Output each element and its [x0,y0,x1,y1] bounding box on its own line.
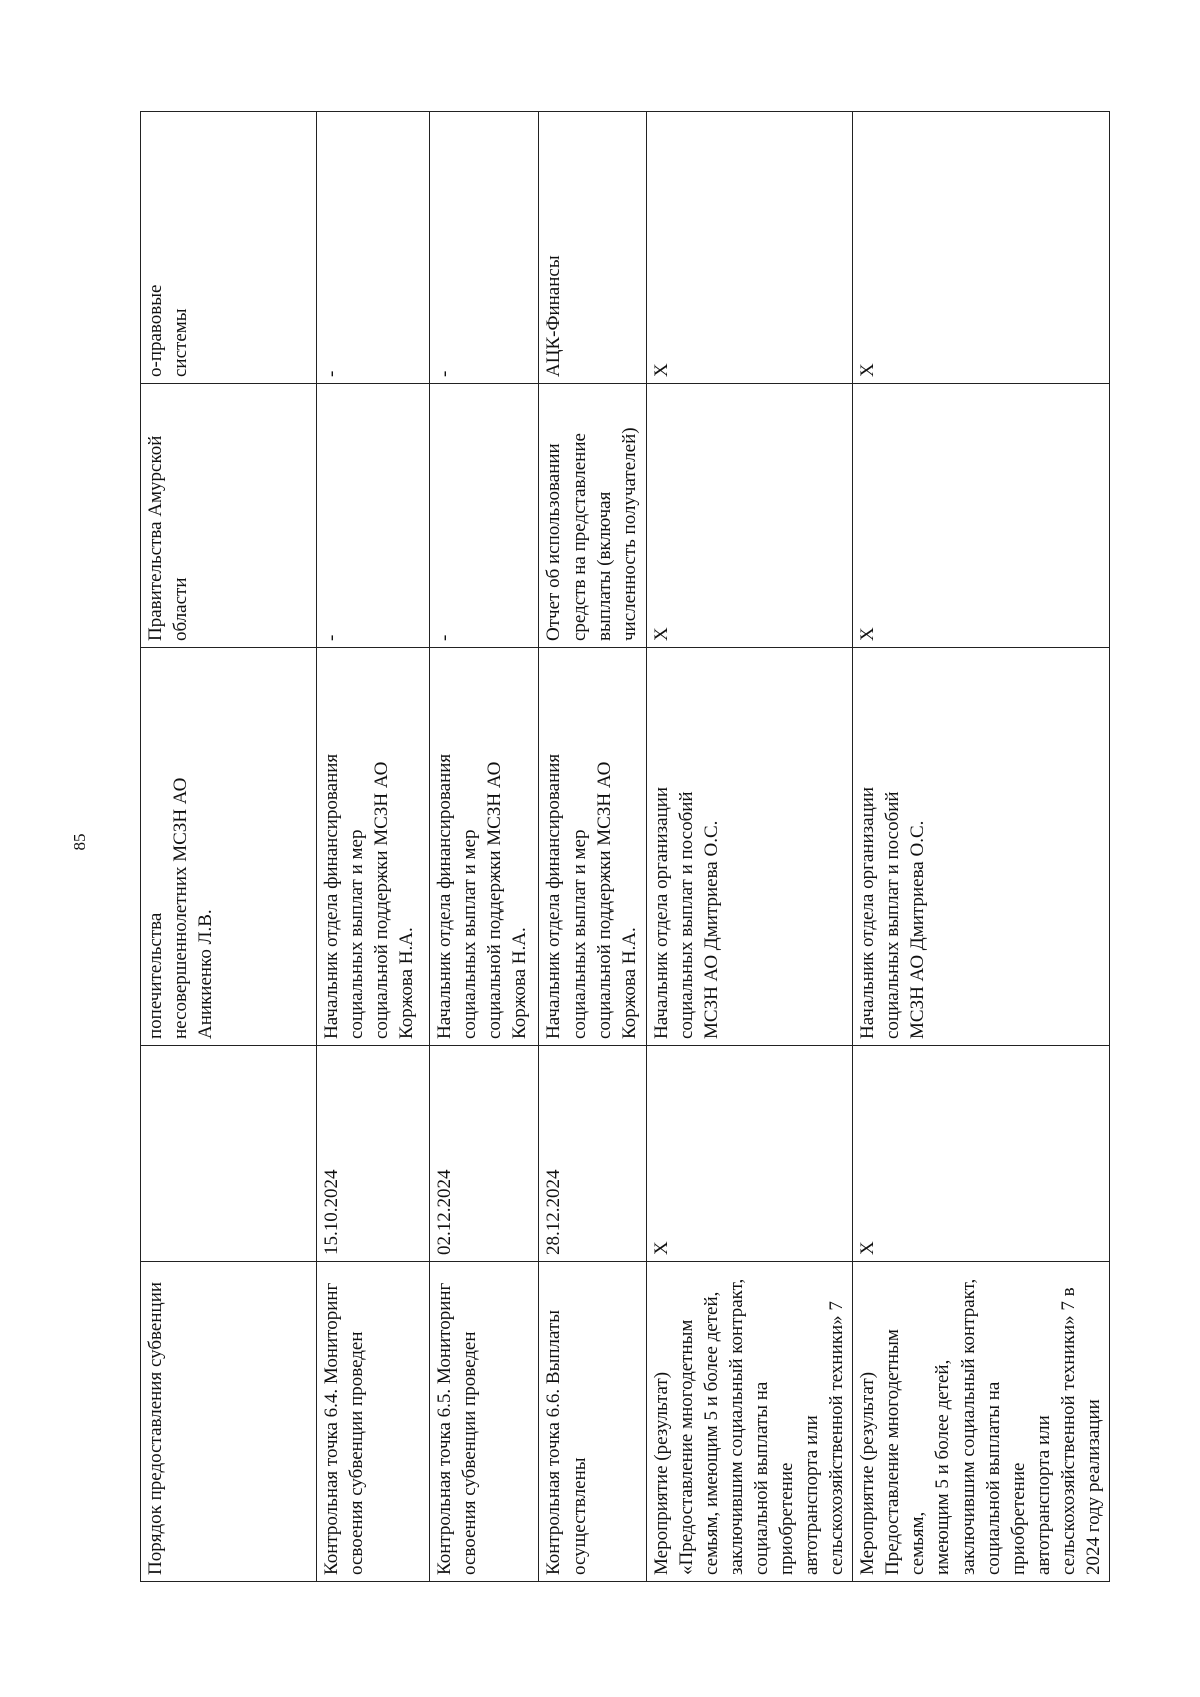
responsible-text: Начальник отдела финансирования социальных выплат и мер социальной поддержки МСЗН АО Коржова Н.А. [543,753,640,1039]
system-cell [141,112,317,384]
name-text: Мероприятие (результат) «Предоставление многодетным семьям, имеющим 5 и более детей, заключившим социальный контракт, социальной выплаты на приобретение автотранспорта или сельскохозяйственной техники» 7 [650,1278,848,1575]
table-row [539,112,646,1582]
system-text: АЦК-Финансы [543,255,565,377]
date-cell [430,1046,539,1262]
date-text: 28.12.2024 [543,1169,565,1255]
date-cell [141,1046,317,1262]
document-text: - [434,634,456,641]
system-cell [853,112,1110,384]
date-text: 02.12.2024 [434,1169,456,1255]
document-cell [853,384,1110,648]
name-cell [646,1262,852,1582]
responsible-cell [430,648,539,1046]
system-text: X [857,363,879,377]
table-row [646,112,852,1582]
system-text: X [650,363,672,377]
responsible-text: Начальник отдела финансирования социальных выплат и мер социальной поддержки МСЗН АО Коржова Н.А. [320,753,417,1039]
name-cell [141,1262,317,1582]
responsible-cell [646,648,852,1046]
document-text: X [857,627,879,641]
system-cell [539,112,646,384]
system-cell [646,112,852,384]
name-cell [316,1262,429,1582]
system-text: - [320,370,342,377]
document-cell [141,384,317,648]
responsible-text: Начальник отдела организации социальных выплат и пособий МСЗН АО Дмитриева О.С. [857,786,929,1039]
table-row [141,112,317,1582]
date-cell [853,1046,1110,1262]
document-cell [316,384,429,648]
name-cell [853,1262,1110,1582]
system-cell [316,112,429,384]
responsible-cell [316,648,429,1046]
system-text: - [434,370,456,377]
name-text: Порядок предоставления субвенции [145,1281,166,1575]
document-cell [430,384,539,648]
rotated-table-container [140,112,1110,1582]
system-text: о-правовые системы [145,284,192,377]
date-text: X [857,1241,879,1255]
document-cell [646,384,852,648]
name-text: Контрольная точка 6.4. Мониторинг освоения субвенции проведен [320,1282,367,1575]
table-row [316,112,429,1582]
table-row [430,112,539,1582]
system-cell [430,112,539,384]
date-cell [646,1046,852,1262]
name-cell [539,1262,646,1582]
date-cell [539,1046,646,1262]
responsible-text: Начальник отдела организации социальных выплат и пособий МСЗН АО Дмитриева О.С. [650,786,722,1039]
name-text: Контрольная точка 6.6. Выплаты осуществлены [543,1309,590,1575]
document-cell [539,384,646,648]
name-text: Контрольная точка 6.5. Мониторинг освоения субвенции проведен [434,1282,481,1575]
responsible-text: попечительства несовершеннолетних МСЗН АО Аникиенко Л.В. [145,777,217,1039]
table-row [853,112,1110,1582]
document-text: Отчет об использовании средств на представление выплаты (включая численность получателей) [543,427,640,641]
document-text: - [320,634,342,641]
page-number: 85 [70,833,89,851]
date-text: X [650,1241,672,1255]
responsible-cell [853,648,1110,1046]
responsible-text: Начальник отдела финансирования социальных выплат и мер социальной поддержки МСЗН АО Коржова Н.А. [434,753,531,1039]
date-text: 15.10.2024 [320,1169,342,1255]
activity-table [140,111,1110,1582]
name-cell [430,1262,539,1582]
document-text: X [650,627,672,641]
name-text: Мероприятие (результат) Предоставление многодетным семьям, имеющим 5 и более детей, заключившим социальный контракт, социальной выплаты на приобретение автотранспорта или сельскохозяйственной техники» 7 в 2024 году реализации [857,1278,1104,1575]
date-cell [316,1046,429,1262]
responsible-cell [539,648,646,1046]
document-text: Правительства Амурской области [145,435,192,641]
responsible-cell [141,648,317,1046]
